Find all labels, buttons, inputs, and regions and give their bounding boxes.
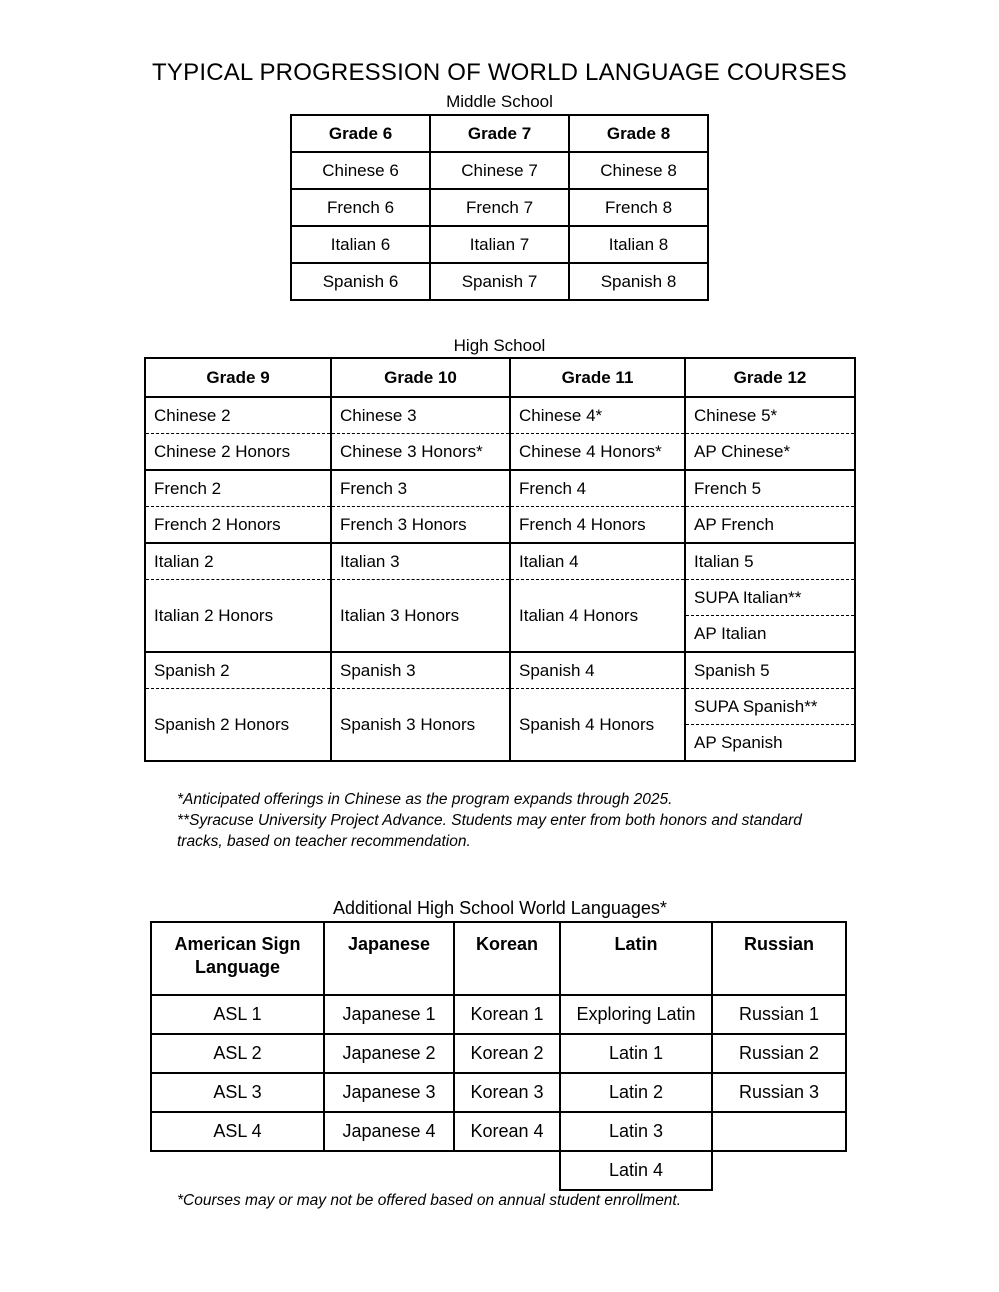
- table-cell: SUPA Spanish**: [685, 689, 855, 725]
- table-cell: AP French: [685, 507, 855, 544]
- middle-school-table: [290, 114, 709, 301]
- high-school-heading: High School: [453, 336, 546, 355]
- table-cell: Italian 2 Honors: [145, 580, 331, 653]
- table-row: [291, 226, 708, 263]
- table-cell: Spanish 5: [685, 652, 855, 689]
- table-row: [145, 470, 855, 507]
- table-cell: Spanish 2: [145, 652, 331, 689]
- table-cell: Japanese 3: [324, 1073, 454, 1112]
- additional-languages-table: [150, 921, 847, 1191]
- table-cell: French 5: [685, 470, 855, 507]
- table-cell: Italian 4: [510, 543, 685, 580]
- table-cell: Korean 3: [454, 1073, 560, 1112]
- table-cell: AP Chinese*: [685, 434, 855, 471]
- table-header-row: [151, 922, 846, 995]
- high-school-table: [144, 357, 856, 762]
- table-cell: AP Italian: [685, 616, 855, 653]
- page-title: TYPICAL PROGRESSION OF WORLD LANGUAGE COURSES: [152, 59, 847, 86]
- table-cell: [712, 1112, 846, 1151]
- column-header: American Sign Language: [151, 922, 324, 995]
- additional-languages-note: *Courses may or may not be offered based on annual student enrollment.: [177, 1192, 682, 1209]
- table-row: [145, 652, 855, 689]
- empty-cell: [454, 1151, 560, 1190]
- table-cell: Spanish 3: [331, 652, 510, 689]
- table-cell: French 3 Honors: [331, 507, 510, 544]
- table-cell: ASL 4: [151, 1112, 324, 1151]
- table-cell: Chinese 2 Honors: [145, 434, 331, 471]
- table-header-row: [291, 115, 708, 152]
- table-cell: Russian 1: [712, 995, 846, 1034]
- column-header: Grade 12: [685, 358, 855, 397]
- table-row: [145, 397, 855, 434]
- table-cell: Chinese 4 Honors*: [510, 434, 685, 471]
- table-cell: French 2 Honors: [145, 507, 331, 544]
- table-row: [291, 189, 708, 226]
- table-cell: Chinese 4*: [510, 397, 685, 434]
- empty-cell: [151, 1151, 324, 1190]
- table-cell: Latin 2: [560, 1073, 712, 1112]
- table-cell: Russian 3: [712, 1073, 846, 1112]
- column-header: Grade 11: [510, 358, 685, 397]
- table-cell: Italian 8: [569, 226, 708, 263]
- table-row: [145, 580, 855, 616]
- table-row: [145, 543, 855, 580]
- footnote: tracks, based on teacher recommendation.: [177, 833, 471, 850]
- table-cell: Italian 3 Honors: [331, 580, 510, 653]
- table-cell: French 8: [569, 189, 708, 226]
- table-cell: French 3: [331, 470, 510, 507]
- table-header-row: [145, 358, 855, 397]
- table-cell: Japanese 2: [324, 1034, 454, 1073]
- table-cell: Spanish 4 Honors: [510, 689, 685, 762]
- table-cell: Spanish 8: [569, 263, 708, 300]
- table-cell: Spanish 4: [510, 652, 685, 689]
- column-header: Grade 7: [430, 115, 569, 152]
- table-row: [151, 995, 846, 1034]
- column-header: Japanese: [324, 922, 454, 995]
- table-row: [291, 152, 708, 189]
- table-cell: Chinese 8: [569, 152, 708, 189]
- column-header: Grade 10: [331, 358, 510, 397]
- table-cell: Japanese 1: [324, 995, 454, 1034]
- table-row: [145, 434, 855, 471]
- table-cell: Italian 3: [331, 543, 510, 580]
- table-cell: Chinese 6: [291, 152, 430, 189]
- table-cell: Korean 2: [454, 1034, 560, 1073]
- table-cell: Spanish 3 Honors: [331, 689, 510, 762]
- table-cell: Chinese 3: [331, 397, 510, 434]
- table-cell: Italian 7: [430, 226, 569, 263]
- additional-languages-heading: Additional High School World Languages*: [333, 898, 667, 918]
- empty-cell: [324, 1151, 454, 1190]
- table-cell: French 6: [291, 189, 430, 226]
- table-cell: ASL 1: [151, 995, 324, 1034]
- table-cell: Korean 4: [454, 1112, 560, 1151]
- table-cell: AP Spanish: [685, 725, 855, 762]
- table-cell: Italian 2: [145, 543, 331, 580]
- column-header: Russian: [712, 922, 846, 995]
- table-cell: Chinese 3 Honors*: [331, 434, 510, 471]
- column-header: Grade 8: [569, 115, 708, 152]
- table-cell: Chinese 2: [145, 397, 331, 434]
- table-row: [151, 1151, 846, 1190]
- table-cell: Chinese 5*: [685, 397, 855, 434]
- table-row: [151, 1034, 846, 1073]
- table-cell: Spanish 2 Honors: [145, 689, 331, 762]
- table-cell: French 4 Honors: [510, 507, 685, 544]
- table-cell: French 2: [145, 470, 331, 507]
- table-cell: ASL 3: [151, 1073, 324, 1112]
- table-row: [151, 1073, 846, 1112]
- table-row: [145, 689, 855, 725]
- middle-school-heading: Middle School: [446, 92, 553, 111]
- column-header: Latin: [560, 922, 712, 995]
- empty-cell: [712, 1151, 846, 1190]
- table-cell: ASL 2: [151, 1034, 324, 1073]
- table-cell: Latin 4: [560, 1151, 712, 1190]
- table-cell: Latin 1: [560, 1034, 712, 1073]
- footnote: **Syracuse University Project Advance. Students may enter from both honors and standard: [177, 812, 802, 829]
- footnote: *Anticipated offerings in Chinese as the program expands through 2025.: [177, 791, 673, 808]
- table-cell: Japanese 4: [324, 1112, 454, 1151]
- column-header: Grade 6: [291, 115, 430, 152]
- table-cell: Italian 6: [291, 226, 430, 263]
- table-cell: Exploring Latin: [560, 995, 712, 1034]
- table-cell: Latin 3: [560, 1112, 712, 1151]
- table-cell: Italian 4 Honors: [510, 580, 685, 653]
- table-row: [291, 263, 708, 300]
- table-cell: French 7: [430, 189, 569, 226]
- high-school-notes: [177, 789, 877, 852]
- table-cell: Korean 1: [454, 995, 560, 1034]
- table-cell: SUPA Italian**: [685, 580, 855, 616]
- table-cell: Spanish 7: [430, 263, 569, 300]
- table-cell: Russian 2: [712, 1034, 846, 1073]
- table-cell: Chinese 7: [430, 152, 569, 189]
- column-header: Grade 9: [145, 358, 331, 397]
- table-cell: Italian 5: [685, 543, 855, 580]
- column-header: Korean: [454, 922, 560, 995]
- table-row: [145, 507, 855, 544]
- table-cell: Spanish 6: [291, 263, 430, 300]
- table-cell: French 4: [510, 470, 685, 507]
- table-row: [151, 1112, 846, 1151]
